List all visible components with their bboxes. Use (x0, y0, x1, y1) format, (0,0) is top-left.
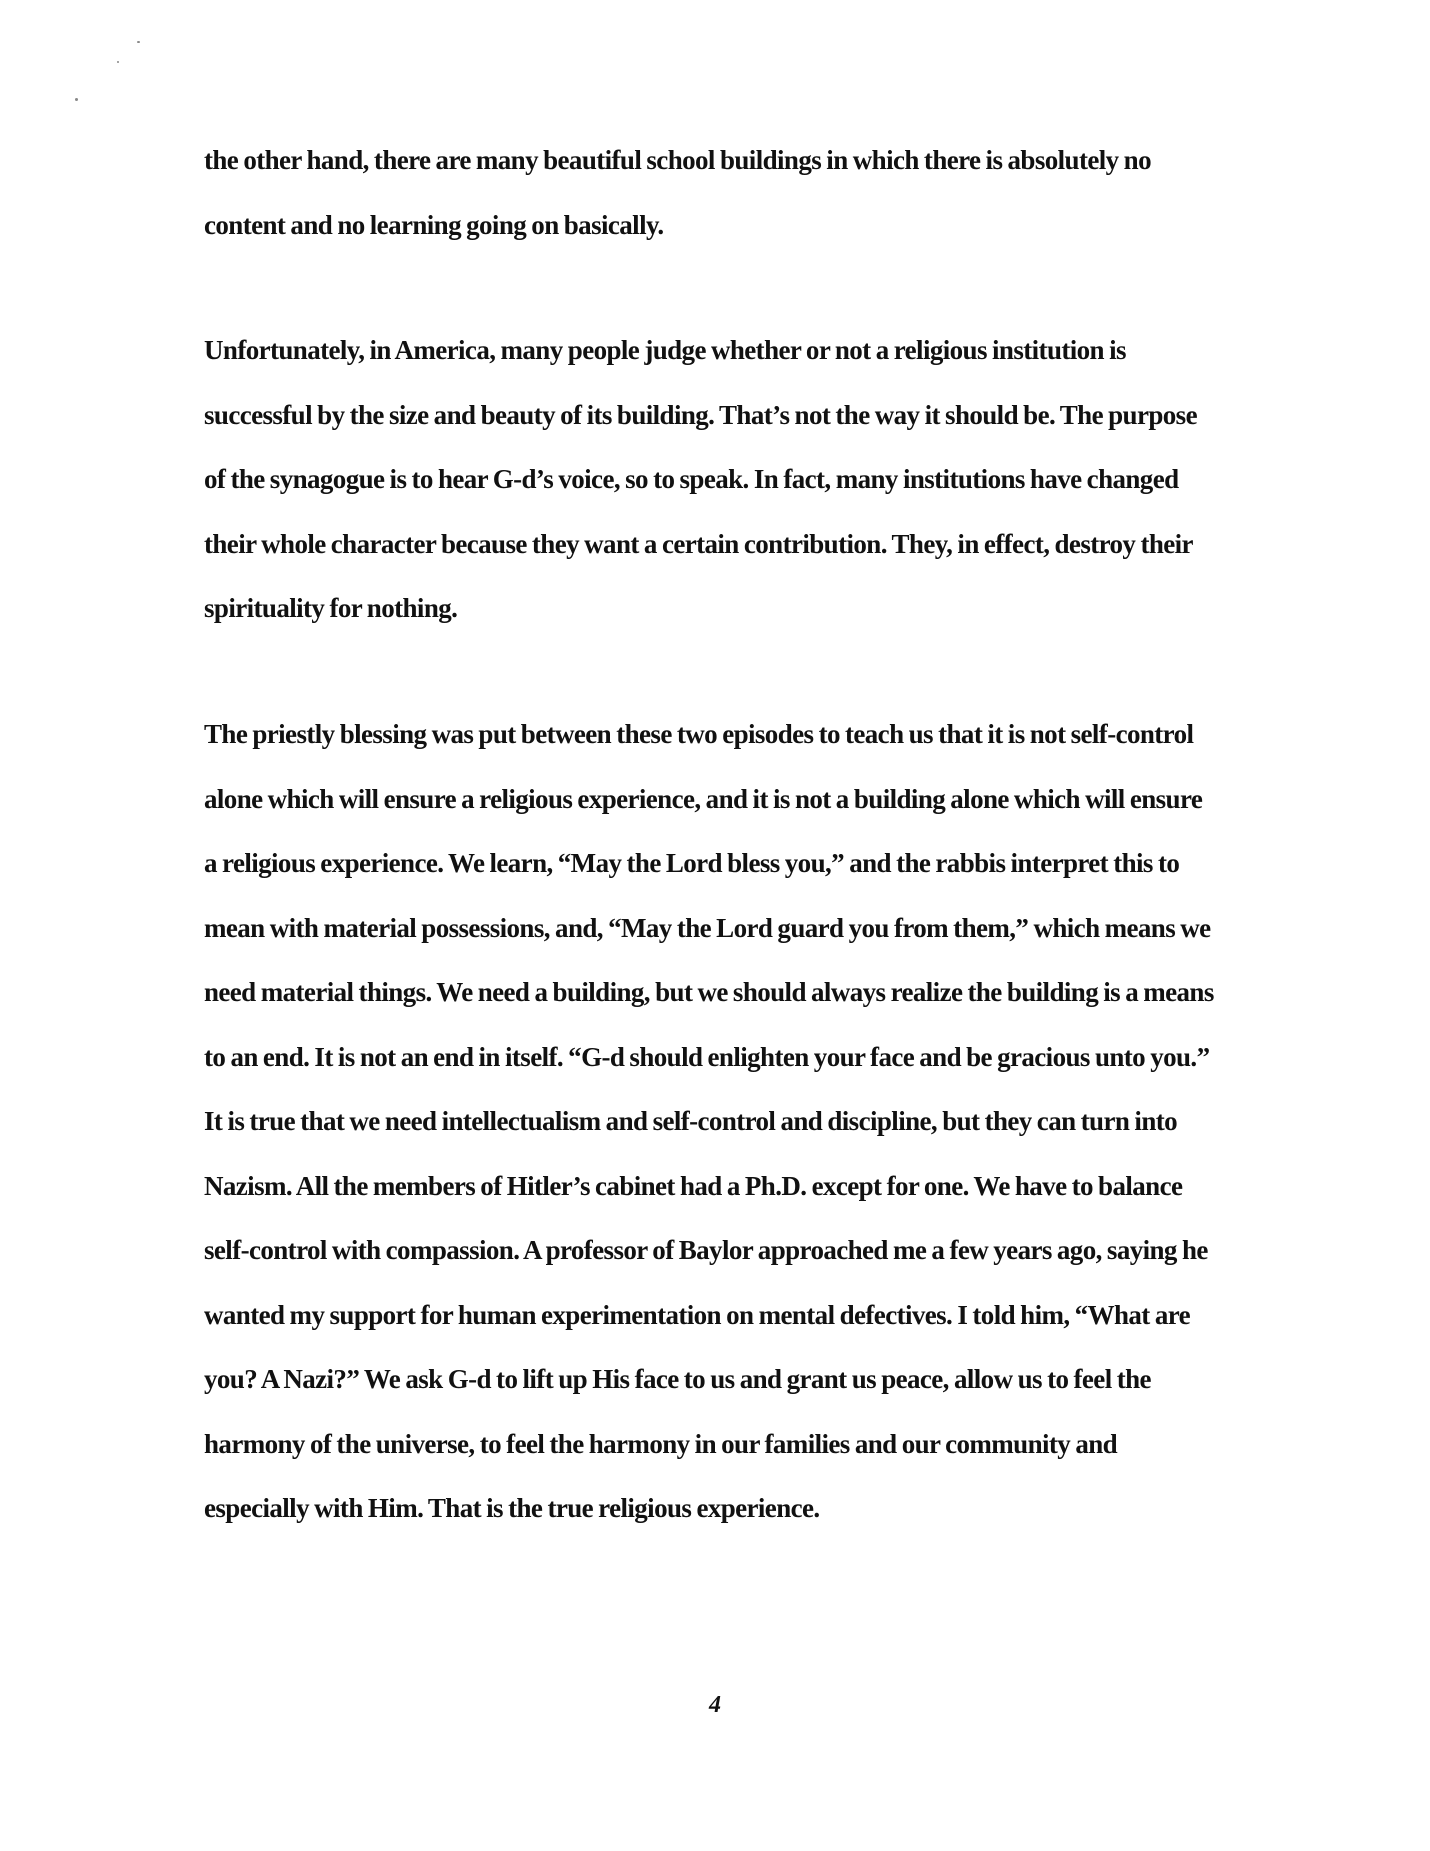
paragraph-priestly-blessing: The priestly blessing was put between these two episodes to teach us that it is not self-control alone which will ensure a religious experience, and it is not a building alone which will ensure a religious experience. We learn, “May the Lord bless you,” and the rabbis interpret this to mean with material possessions, and, “May the Lord guard you from them,” which means we need material things. We need a building, but we should always realize the building is a means to an end. It is not an end in itself. “G-d should enlighten your face and be gracious unto you.” It is true that we need intellectualism and self-control and discipline, but they can turn into Nazism. All the members of Hitler’s cabinet had a Ph.D. except for one. We have to balance self-control with compassion. A professor of Baylor approached me a few years ago, saying he wanted my support for human experimentation on mental defectives. I told him, “What are you? A Nazi?” We ask G-d to lift up His face to us and grant us peace, allow us to feel the harmony of the universe, to feel the harmony in our families and our community and especially with Him. That is the true religious experience. (204, 719, 1214, 1523)
scan-speck (75, 98, 78, 101)
paragraph-building-judgment: Unfortunately, in America, many people judge whether or not a religious institution is successful by the size and beauty of its building. That’s not the way it should be. The purpose of the synagogue is to hear G-d’s voice, so to speak. In fact, many institutions have changed their whole character because they want a certain contribution. They, in effect, destroy their spirituality for nothing. (204, 335, 1197, 623)
page-number: 4 (709, 1692, 721, 1718)
scan-speck (117, 61, 119, 63)
scan-speck (137, 41, 140, 43)
paragraph-continuation: the other hand, there are many beautiful school buildings in which there is absolutely no content and no learning going on basically. (204, 145, 1151, 240)
